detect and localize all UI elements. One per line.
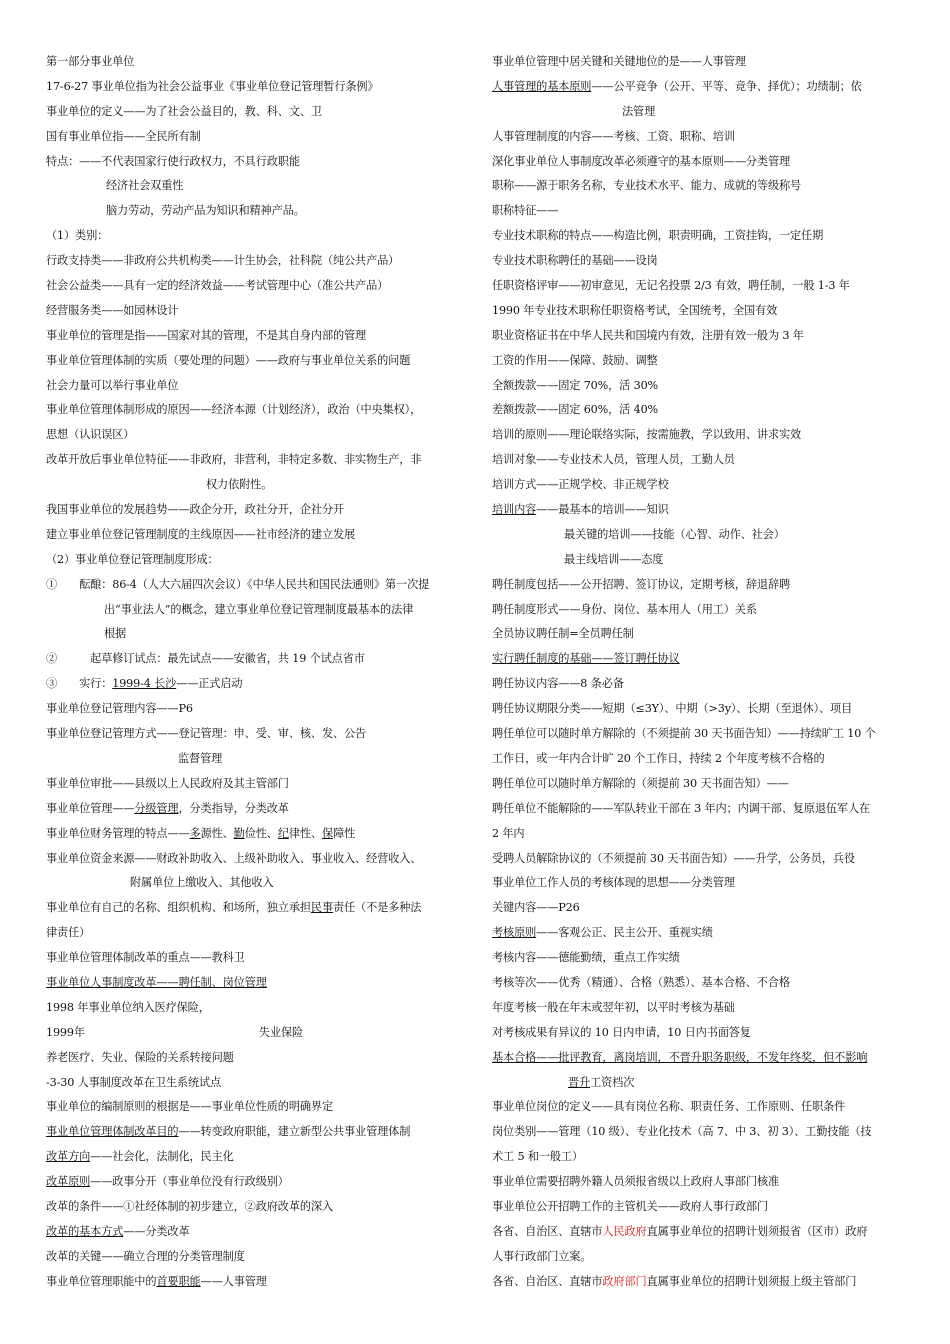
text-segment: 聘任制度形式——身份、岗位、基本用人（用工）关系 <box>492 602 757 616</box>
text-segment: 附属单位上缴收入、其他收入 <box>130 876 274 890</box>
text-line <box>492 946 908 971</box>
text-line <box>46 498 464 523</box>
text-segment: 差额拨款——固定 60%，活 40% <box>492 403 659 417</box>
text-segment: 各省、自治区、直辖市 <box>492 1224 603 1238</box>
text-line <box>46 1170 464 1195</box>
text-segment: 1998 年事业单位纳入医疗保险， <box>46 1000 210 1014</box>
text-line <box>46 871 464 896</box>
text-segment: 工资的作用——保障、鼓励、调整 <box>492 353 658 367</box>
text-line <box>492 125 908 150</box>
text-line <box>492 50 908 75</box>
text-segment: 事业单位管理体制改革目的 <box>46 1125 179 1139</box>
text-segment: 事业单位管理体制改革的重点——教科卫 <box>46 951 245 965</box>
text-segment: 全额拨款——固定 70%，活 30% <box>492 378 659 392</box>
text-segment: 考核原则 <box>492 926 537 940</box>
text-segment: 脑力劳动，劳动产品为知识和精神产品。 <box>106 204 305 218</box>
text-line <box>46 1270 464 1295</box>
text-line <box>46 1120 464 1145</box>
text-line <box>492 349 908 374</box>
text-line <box>492 772 908 797</box>
text-line <box>492 697 908 722</box>
text-segment: 职称特征—— <box>492 204 559 218</box>
text-segment: 考核内容——德能勤绩，重点工作实绩 <box>492 951 680 965</box>
text-segment: 权力依附性。 <box>206 478 273 492</box>
text-line <box>492 797 908 822</box>
text-segment: 改革的条件——①社经体制的初步建立，②政府改革的深入 <box>46 1199 333 1213</box>
text-line <box>492 622 908 647</box>
text-segment: （2）事业单位登记管理制度形成： <box>46 552 219 566</box>
text-line <box>46 647 464 672</box>
text-line <box>492 598 908 623</box>
text-segment: （1）类别： <box>46 229 109 243</box>
text-line <box>492 423 908 448</box>
text-segment: 思想（认识误区） <box>46 428 135 442</box>
text-segment: ——最基本的培训——知识 <box>536 503 669 517</box>
text-line <box>46 324 464 349</box>
text-line <box>492 647 908 672</box>
text-segment: 实行聘任制度的基础——签订聘任协议 <box>492 652 680 666</box>
text-segment: 改革原则 <box>46 1175 91 1189</box>
text-line <box>46 847 464 872</box>
text-segment: 勤 <box>233 826 245 840</box>
text-line <box>492 75 908 100</box>
text-segment: 深化事业单位人事制度改革必须遵守的基本原则——分类管理 <box>492 154 791 168</box>
text-segment: 关键内容——P26 <box>492 901 580 915</box>
text-segment: 源性、 <box>200 826 234 840</box>
text-segment: 法管理 <box>622 104 656 118</box>
text-line <box>46 896 464 921</box>
text-line <box>46 622 464 647</box>
text-segment: 聘任单位可以随时单方解除的（不须提前 30 天书面告知）——持续旷工 10 个 <box>492 727 876 741</box>
text-segment: 培训的原则——理论联络实际，按需施教，学以致用、讲求实效 <box>492 428 802 442</box>
text-segment: 事业单位的管理是指——国家对其的管理，不是其自身内部的管理 <box>46 328 367 342</box>
text-segment: 国有事业单位指——全民所有制 <box>46 129 201 143</box>
text-line <box>46 1145 464 1170</box>
text-line <box>46 971 464 996</box>
text-line <box>46 100 464 125</box>
text-line <box>46 398 464 423</box>
text-segment: 培训方式——正规学校、非正规学校 <box>492 478 669 492</box>
text-segment: 事业单位审批——县级以上人民政府及其主管部门 <box>46 776 289 790</box>
text-segment: 人民政府 <box>602 1224 647 1238</box>
text-segment: 事业单位管理—— <box>46 801 135 815</box>
text-line <box>492 523 908 548</box>
text-segment: 年度考核一般在年末或翌年初，以平时考核为基础 <box>492 1000 735 1014</box>
text-line <box>492 1270 908 1295</box>
text-line <box>46 1195 464 1220</box>
text-segment: 经营服务类——如园林设计 <box>46 303 179 317</box>
text-segment: 直属事业单位的招聘计划须报上级主管部门 <box>646 1274 857 1288</box>
text-segment: 1999年 <box>46 1025 85 1039</box>
text-line <box>492 1071 908 1096</box>
text-segment: 任职资格评审——初审意见，无记名投票 2/3 有效，聘任制，一般 1-3 年 <box>492 279 850 293</box>
text-line <box>46 75 464 100</box>
text-line <box>46 174 464 199</box>
text-segment: 全员协议聘任制=全员聘任制 <box>492 627 634 641</box>
text-segment: 最主线培训——态度 <box>564 552 664 566</box>
text-segment: 专业技术职称聘任的基础——设岗 <box>492 254 658 268</box>
text-line <box>46 598 464 623</box>
text-segment: ——社会化，法制化，民主化 <box>90 1150 234 1164</box>
text-segment: 考核等次——优秀（精通）、合格（熟悉）、基本合格、不合格 <box>492 975 790 989</box>
text-segment: 建立事业单位登记管理制度的主线原因——社市经济的建立发展 <box>46 527 356 541</box>
text-segment: 工作日，或一年内合计旷 20 个工作日，持续 2 个年度考核不合格的 <box>492 751 825 765</box>
text-segment: 特点：——不代表国家行使行政权力，不具行政职能 <box>46 154 300 168</box>
text-line <box>46 1220 464 1245</box>
text-segment: 聘任单位可以随时单方解除的（须提前 30 天书面告知）—— <box>492 776 789 790</box>
text-segment: 改革方向 <box>46 1150 91 1164</box>
text-line <box>492 1095 908 1120</box>
text-segment: ① 酝酿：86-4（人大六届四次会议）《中华人民共和国民法通则》第一次提 <box>46 577 430 591</box>
text-line <box>46 150 464 175</box>
text-segment: 行政支持类——非政府公共机构类——计生协会，社科院（纯公共产品） <box>46 254 400 268</box>
text-segment: 1990 年专业技术职称任职资格考试，全国统考，全国有效 <box>492 303 778 317</box>
text-line <box>46 50 464 75</box>
text-segment: 对考核成果有异议的 10 日内申请，10 日内书面答复 <box>492 1025 751 1039</box>
text-segment: ——人事管理 <box>200 1274 267 1288</box>
text-line <box>46 1046 464 1071</box>
text-segment: 17-6-27 事业单位指为社会公益事业《事业单位登记管理暂行条例》 <box>46 79 379 93</box>
text-line <box>492 896 908 921</box>
text-segment: 事业单位需要招聘外籍人员须报省级以上政府人事部门核准 <box>492 1175 779 1189</box>
text-segment: 改革开放后事业单位特征——非政府，非营利，非特定多数、非实物生产，非 <box>46 453 422 467</box>
text-segment: 俭性、 <box>244 826 278 840</box>
text-segment: ——政事分开（事业单位没有行政级别） <box>90 1175 289 1189</box>
text-line <box>492 1245 908 1270</box>
text-line <box>46 523 464 548</box>
text-segment: 监督管理 <box>178 751 223 765</box>
text-line <box>46 473 464 498</box>
text-segment: 保 <box>322 826 334 840</box>
text-segment: 事业单位管理职能中的 <box>46 1274 157 1288</box>
text-line <box>492 498 908 523</box>
text-segment: 纪 <box>277 826 289 840</box>
text-segment: ——正式启动 <box>176 677 243 691</box>
text-segment: 事业单位登记管理内容——P6 <box>46 702 193 716</box>
text-line <box>492 249 908 274</box>
text-line <box>492 1120 908 1145</box>
text-line <box>492 1195 908 1220</box>
text-line <box>492 398 908 423</box>
text-line <box>46 747 464 772</box>
text-segment: 人事管理的基本原则 <box>492 79 592 93</box>
text-line <box>46 224 464 249</box>
text-line <box>492 996 908 1021</box>
text-segment: 事业单位管理体制的实质（要处理的问题）——政府与事业单位关系的问题 <box>46 353 411 367</box>
text-line <box>46 274 464 299</box>
text-segment: 人事行政部门立案。 <box>492 1249 592 1263</box>
text-line <box>492 971 908 996</box>
text-segment: 民事 <box>310 901 333 915</box>
text-line <box>492 1220 908 1245</box>
text-line <box>46 822 464 847</box>
text-segment: 失业保险 <box>258 1025 304 1039</box>
text-segment: ③ 实行： <box>46 677 113 691</box>
text-segment: 责任（不是多种法 <box>332 901 422 915</box>
left-column <box>46 50 464 1295</box>
text-segment: 养老医疗、失业、保险的关系转接问题 <box>46 1050 234 1064</box>
text-segment: 直属事业单位的招聘计划须报省（区市）政府 <box>646 1224 868 1238</box>
text-line <box>492 324 908 349</box>
text-line <box>46 772 464 797</box>
text-segment: 律责任） <box>46 926 91 940</box>
text-segment: 社会力量可以举行事业单位 <box>46 378 179 392</box>
text-line <box>492 448 908 473</box>
text-segment: ，分类指导，分类改革 <box>178 801 289 815</box>
right-column <box>492 50 908 1295</box>
text-segment: 培训对象——专业技术人员，管理人员，工勤人员 <box>492 453 735 467</box>
text-line <box>492 150 908 175</box>
text-segment: 障性 <box>333 826 356 840</box>
text-line <box>492 573 908 598</box>
text-line <box>492 1170 908 1195</box>
text-line <box>492 224 908 249</box>
text-segment: 事业单位管理体制形成的原因——经济本源（计划经济），政治（中央集权）， <box>46 403 422 417</box>
text-line <box>46 125 464 150</box>
text-segment: ——转变政府职能，建立新型公共事业管理体制 <box>178 1125 411 1139</box>
text-segment: 术工 5 和一般工） <box>492 1150 584 1164</box>
text-line <box>492 921 908 946</box>
text-line <box>492 174 908 199</box>
text-line <box>492 1145 908 1170</box>
text-segment: 政府部门 <box>602 1274 647 1288</box>
text-segment: 社会公益类——具有一定的经济效益——考试管理中心（准公共产品） <box>46 279 389 293</box>
text-line <box>492 274 908 299</box>
text-segment: 事业单位资金来源——财政补助收入、上级补助收入、事业收入、经营收入、 <box>46 851 422 865</box>
text-line <box>46 1245 464 1270</box>
text-line <box>46 996 464 1021</box>
text-line <box>46 946 464 971</box>
text-line <box>46 672 464 697</box>
text-segment: 事业单位登记管理方式——登记管理：申、受、审、核、发、公告 <box>46 727 367 741</box>
text-segment: 事业单位人事制度改革——聘任制、岗位管理 <box>46 975 267 989</box>
text-segment: 受聘人员解除协议的（不须提前 30 天书面告知）——升学，公务员，兵役 <box>492 851 855 865</box>
text-segment: 经济社会双重性 <box>106 179 184 193</box>
text-segment: ② 起草修订试点：最先试点——安徽省，共 19 个试点省市 <box>46 652 365 666</box>
text-segment: 聘任协议期限分类——短期（≤3Y）、中期（>3y）、长期（至退休）、项目 <box>492 702 853 716</box>
text-segment: 事业单位有自己的名称、组织机构、和场所，独立承担 <box>46 901 311 915</box>
text-segment: 改革的基本方式 <box>46 1224 124 1238</box>
text-segment: ——客观公正、民主公开、重视实绩 <box>536 926 713 940</box>
text-segment: ——分类改革 <box>123 1224 190 1238</box>
text-segment: 基本合格——批评教育，离岗培训，不晋升职务职级，不发年终奖，但不影响 <box>492 1050 868 1064</box>
text-line <box>46 697 464 722</box>
text-line <box>492 100 908 125</box>
text-segment: 根据 <box>104 627 127 641</box>
text-segment: 聘任协议内容——8 条必备 <box>492 677 624 691</box>
text-line <box>46 1071 464 1096</box>
text-segment: 事业单位管理中居关键和关键地位的是——人事管理 <box>492 55 746 68</box>
text-segment: 改革的关键——确立合理的分类管理制度 <box>46 1249 245 1263</box>
text-segment: 聘任制度包括——公开招聘、签订协议，定期考核，辞退辞聘 <box>492 577 791 591</box>
text-segment: 人事管理制度的内容——考核、工资、职称、培训 <box>492 129 735 143</box>
text-segment: 2 年内 <box>492 826 525 840</box>
text-line <box>46 548 464 573</box>
text-segment: 培训内容 <box>492 503 537 517</box>
text-line <box>46 1021 464 1046</box>
text-line <box>46 1095 464 1120</box>
text-line <box>46 921 464 946</box>
text-segment: 事业单位岗位的定义——具有岗位名称、职责任务、工作原则、任职条件 <box>492 1100 846 1114</box>
text-line <box>492 199 908 224</box>
text-line <box>46 448 464 473</box>
text-line <box>46 797 464 822</box>
text-segment: 岗位类别——管理（10 级）、专业化技术（高 7、中 3、初 3）、工勤技能（技 <box>492 1125 872 1139</box>
text-segment: 我国事业单位的发展趋势——政企分开，政社分开，企社分开 <box>46 503 345 517</box>
text-segment: 职业资格证书在中华人民共和国境内有效，注册有效一般为 3 年 <box>492 328 804 342</box>
text-segment: 事业单位工作人员的考核体现的思想——分类管理 <box>492 876 735 890</box>
text-segment: 职称——源于职务名称，专业技术水平、能力、成就的等级称号 <box>492 179 802 193</box>
text-line <box>46 249 464 274</box>
text-line <box>46 349 464 374</box>
text-segment: 晋升 <box>568 1075 591 1089</box>
text-segment: ——公平竞争（公开、平等、竞争、择优）；功绩制；依 <box>591 79 862 93</box>
text-line <box>492 871 908 896</box>
text-line <box>492 299 908 324</box>
text-segment: 专业技术职称的特点——构造比例，职责明确，工资挂钩，一定任期 <box>492 229 824 243</box>
text-line <box>492 374 908 399</box>
text-segment: 各省、自治区、直辖市 <box>492 1274 603 1288</box>
text-line <box>492 847 908 872</box>
text-line <box>492 473 908 498</box>
text-line <box>492 747 908 772</box>
text-line <box>492 548 908 573</box>
text-segment: 事业单位的定义——为了社会公益目的，教、科、文、卫 <box>46 104 322 118</box>
text-segment: 工资档次 <box>590 1075 635 1089</box>
text-line <box>46 199 464 224</box>
text-segment: 最关键的培训——技能（心智、动作、社会） <box>564 527 785 541</box>
text-segment: -3-30 人事制度改革在卫生系统试点 <box>46 1075 222 1089</box>
text-line <box>46 423 464 448</box>
text-line <box>492 672 908 697</box>
text-segment: 事业单位公开招聘工作的主管机关——政府人事行政部门 <box>492 1199 768 1213</box>
text-segment: 事业单位的编制原则的根据是——事业单位性质的明确界定 <box>46 1100 333 1114</box>
text-line <box>46 573 464 598</box>
text-segment: 1999-4 长沙 <box>112 677 177 691</box>
text-line <box>46 299 464 324</box>
text-segment: 多 <box>189 826 201 840</box>
text-line <box>46 722 464 747</box>
text-segment: 律性、 <box>288 826 323 840</box>
text-line <box>492 1046 908 1071</box>
text-segment: 出“事业法人”的概念，建立事业单位登记管理制度最基本的法律 <box>104 602 414 616</box>
text-line <box>492 722 908 747</box>
text-segment: 首要职能 <box>156 1274 201 1288</box>
text-line <box>492 1021 908 1046</box>
text-segment: 事业单位财务管理的特点—— <box>46 826 190 840</box>
text-segment: 聘任单位不能解除的——军队转业干部在 3 年内；内调干部、复原退伍军人在 <box>492 801 871 815</box>
text-line <box>492 822 908 847</box>
text-line <box>46 374 464 399</box>
text-segment: 分级管理 <box>134 801 179 815</box>
text-segment: 第一部分事业单位 <box>46 55 135 68</box>
